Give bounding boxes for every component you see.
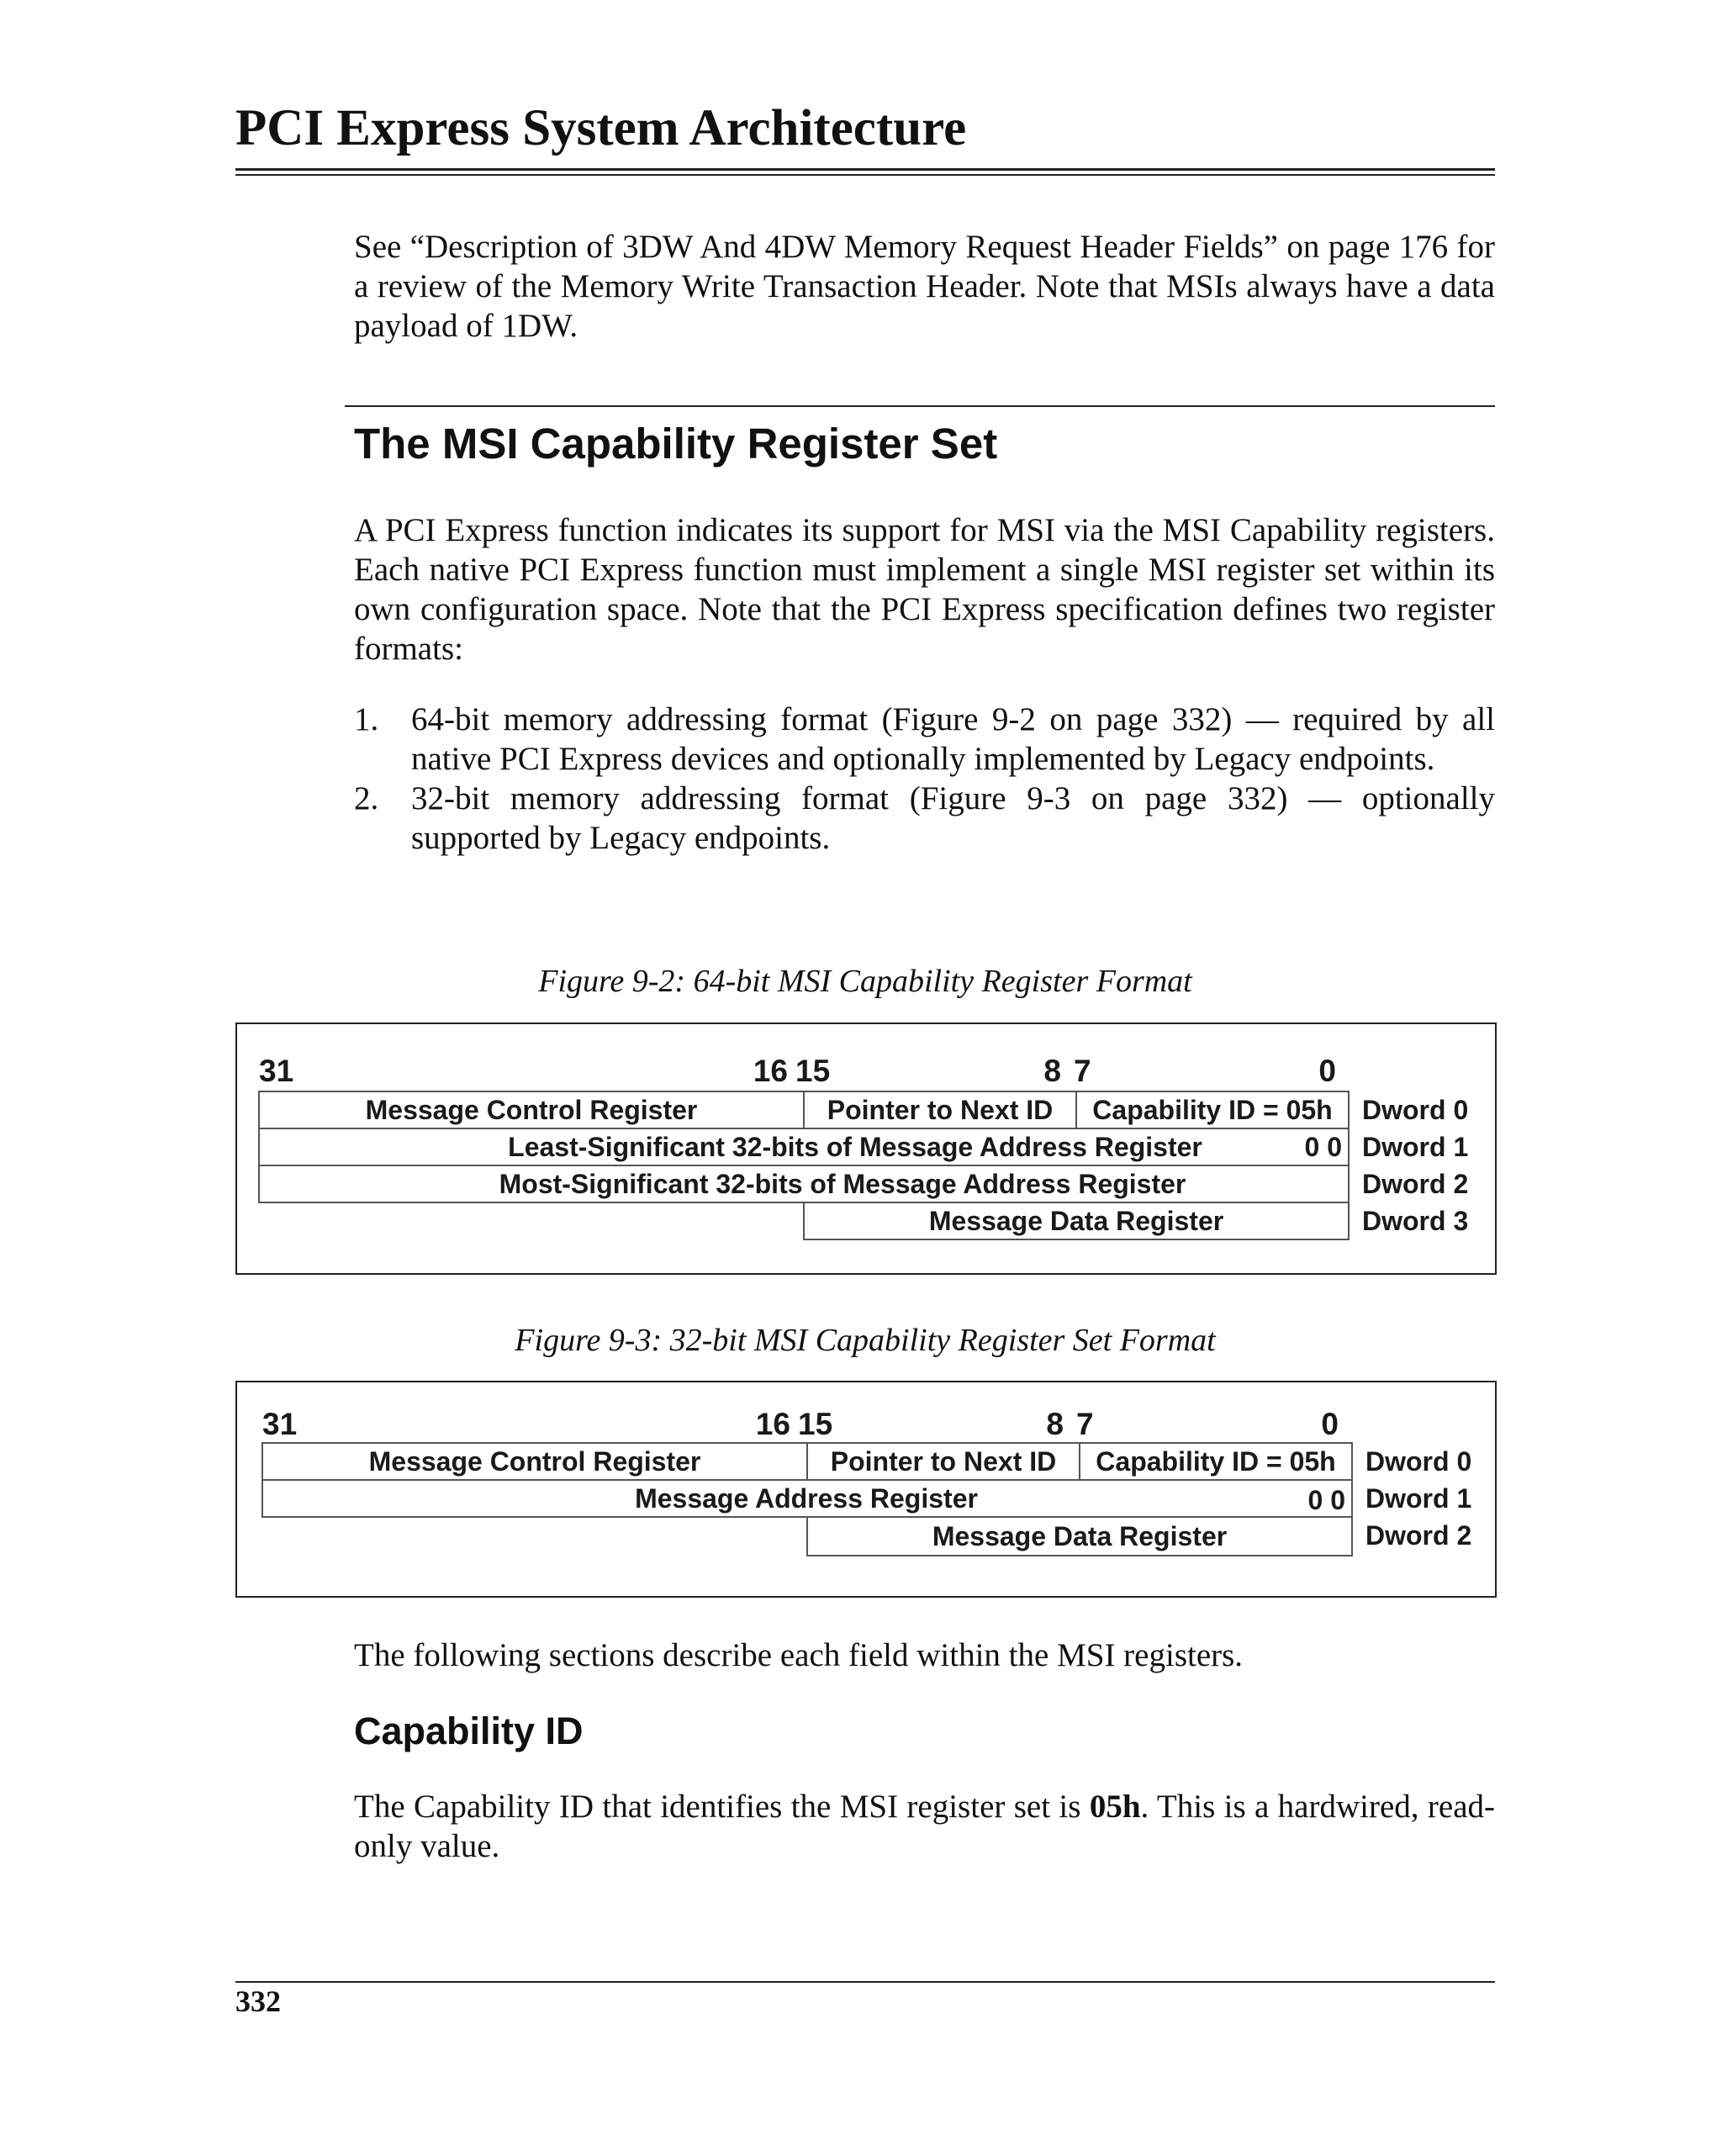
- figure-9-2-caption: Figure 9-2: 64-bit MSI Capability Register Format: [538, 964, 1192, 999]
- bit-31-label: 31: [259, 1054, 294, 1088]
- capability-id-title: Capability ID: [354, 1709, 584, 1752]
- address-label: Message Address Register: [635, 1483, 978, 1514]
- bit-31-label: 31: [262, 1407, 298, 1441]
- pointer-next-label: Pointer to Next ID: [830, 1446, 1057, 1477]
- lower-address-zeros: 0 0: [1304, 1132, 1342, 1162]
- capability-id-label: Capability ID = 05h: [1096, 1446, 1336, 1477]
- capability-id-paragraph: [354, 1787, 1495, 1866]
- dword-2-label: Dword 2: [1365, 1520, 1472, 1551]
- figure-9-3-register-diagram: [237, 1382, 1495, 1596]
- message-control-label: Message Control Register: [368, 1446, 701, 1477]
- section-rule: [345, 405, 1495, 407]
- list-number: 2.: [354, 780, 379, 816]
- figure-9-3: [235, 1381, 1497, 1598]
- dword-1-label: Dword 1: [1365, 1483, 1472, 1514]
- upper-address-label: Most-Significant 32-bits of Message Address Register: [499, 1169, 1186, 1199]
- footer-rule: [235, 1981, 1495, 1983]
- figure-9-3-caption: Figure 9-3: 32-bit MSI Capability Register Set Format: [515, 1323, 1216, 1358]
- capability-id-text-after: . This is a hardwired, read-only value.: [354, 1789, 1495, 1864]
- header-rule-bottom: [235, 174, 1495, 176]
- capability-id-label: Capability ID = 05h: [1092, 1095, 1333, 1125]
- format-list: [354, 700, 1495, 858]
- address-zeros: 0 0: [1307, 1485, 1345, 1515]
- dword-0-label: Dword 0: [1365, 1446, 1472, 1477]
- bit-16-label: 16: [753, 1054, 788, 1088]
- bit-0-label: 0: [1321, 1407, 1339, 1441]
- bit-15-label: 15: [798, 1407, 833, 1441]
- bit-16-label: 16: [755, 1407, 790, 1441]
- dword-3-label: Dword 3: [1362, 1206, 1469, 1236]
- figure-9-2: [235, 1023, 1497, 1275]
- page-number: 332: [235, 1984, 281, 2018]
- message-control-label: Message Control Register: [365, 1095, 698, 1125]
- dword-2-label: Dword 2: [1362, 1169, 1469, 1199]
- list-item: [354, 700, 1495, 779]
- closing-paragraph: The following sections describe each field within the MSI registers.: [354, 1637, 1244, 1673]
- message-data-label: Message Data Register: [932, 1521, 1228, 1551]
- section-title: The MSI Capability Register Set: [354, 420, 998, 468]
- pointer-next-label: Pointer to Next ID: [827, 1095, 1054, 1125]
- capability-id-value: 05h: [1089, 1789, 1141, 1825]
- running-title: PCI Express System Architecture: [235, 100, 967, 156]
- bit-15-label: 15: [795, 1054, 831, 1088]
- dword-0-label: Dword 0: [1362, 1095, 1469, 1125]
- bit-8-label: 8: [1046, 1407, 1064, 1441]
- header-rule-top: [235, 168, 1495, 171]
- figure-9-2-register-diagram: [237, 1024, 1495, 1273]
- message-data-label: Message Data Register: [928, 1206, 1224, 1236]
- lower-address-label: Least-Significant 32-bits of Message Address Register: [508, 1132, 1202, 1162]
- capability-id-text-before: The Capability ID that identifies the MSI register set is: [354, 1789, 1090, 1825]
- bit-0-label: 0: [1318, 1054, 1336, 1088]
- dword-1-label: Dword 1: [1362, 1132, 1469, 1162]
- bit-7-label: 7: [1074, 1054, 1091, 1088]
- list-text: 32-bit memory addressing format (Figure 9-3 on page 332) — optionally supported by Legacy endpoints.: [411, 780, 1495, 856]
- list-item: [354, 779, 1495, 858]
- bit-7-label: 7: [1076, 1407, 1094, 1441]
- section-paragraph: A PCI Express function indicates its support for MSI via the MSI Capability registers. Each native PCI Express function must implement a single MSI register set within its own configuration space. Note that the PCI Express specification defines two register formats:: [354, 512, 1495, 667]
- bit-8-label: 8: [1043, 1054, 1061, 1088]
- list-text: 64-bit memory addressing format (Figure 9-2 on page 332) — required by all native PCI Express devices and optionally implemented by Legacy endpoints.: [411, 701, 1495, 777]
- list-number: 1.: [354, 701, 379, 737]
- intro-paragraph: See “Description of 3DW And 4DW Memory Request Header Fields” on page 176 for a review of the Memory Write Transaction Header. Note that MSIs always have a data payload of 1DW.: [354, 229, 1495, 344]
